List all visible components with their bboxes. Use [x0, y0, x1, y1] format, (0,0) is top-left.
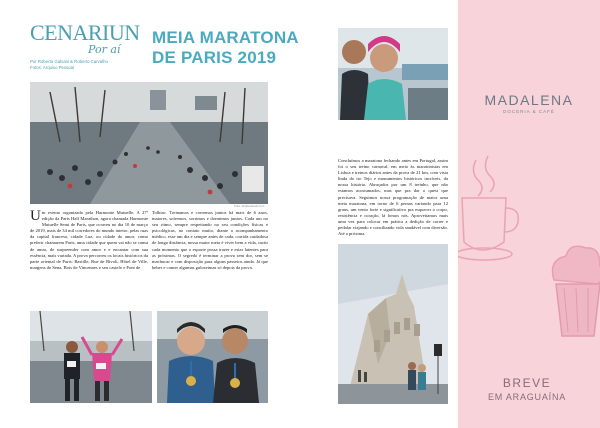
medals-selfie-photo — [157, 311, 268, 403]
brand-tagline: DOCERIA & CAFÉ — [503, 109, 555, 114]
article-column-1 — [30, 210, 148, 271]
column-2-text: Tolbiac. Treinamos e corremos juntos há mais de 6 anos, maiores, sofremos, sorrimos e dormimos juntos. Cada um no seu ritmo, sempre respeitando no seu condições físicas e psicológicas, no contato muito, diante a acompanhamento médico, esse um dia e sempre antes de cada, corrida cuidadosa de longa distância, nossa maior meta é viver bem a vida, curtir cada momento que o esporte possa trazer e estar latentes para as próximas. O segredo é terminar a prova sem dor, sem se machucar e com disposição para alguns passeios ainda. Já que beber e comer algumas guloseimas só depois da prova. — [152, 210, 268, 270]
monument-photo — [338, 244, 448, 404]
drop-cap: U — [30, 208, 41, 224]
column-3-text: Concluímos a maratona fechando antes em Portugal, assim foi o seu treino carnaval, em meio às maratonistas em Lisboa e treinos diários antes da prova de 21 km, com vista linda do rio Tejo e monumentos históricos incríveis, da nossa história. Abraçados por um 8 treinho, que não estamos acostumados, mas que pra dar o quest que precisava. Seguimos nossa programação de maior uma meia maratona, em torno de 6 pernas variando para 12 graus, um vento forte e significativo pra esquecer o corpo, resistência e coração, lá fomos nós. Aproveitamos mais uma vez para colocar em prática a dedição de correr e pedalar viajando e conciliando vida saudável com diversão. Até a próxima. — [338, 158, 448, 237]
couple-selfie-photo — [338, 28, 448, 120]
article-headline — [152, 28, 299, 68]
advertisement-page — [458, 0, 600, 428]
photo-credit: Foto: shutterstock.com — [234, 204, 265, 208]
logo-sub-text: Por aí — [88, 43, 121, 56]
brand-name: MADALENA — [484, 92, 574, 108]
column-1-text: m evento organizado pela Harmonie Mutuelle, A 27ª edição da Paris Half Marathon, agora chamada Harmonie Mutuelle Semi de Paris, que ocorreu no dia 10 de março de 2019, mais de 34 mil corredores do mundo inteiro, pelas ruas da capital francesa, cidade Luz, ou cidade do amor, como preferir chamarem Paris, uma cidade que quem vai não se cansa de amar, de surpreender com amor e e encantar com sua essência, mais variada. A prova percorreu os locais históricos da parte oriental de Paris: Bastille, Rue de Rivoli, Hôtel de Ville, margens do Sena, Bois de Vincennes e seu castelo e Pont de — [30, 210, 149, 270]
brand-block — [474, 92, 584, 114]
section-logo — [30, 20, 140, 62]
headline-line-1: MEIA MARATONA — [152, 28, 299, 47]
coming-soon-block — [470, 376, 584, 402]
article-column-3 — [338, 158, 448, 237]
coming-soon-text: BREVE — [502, 376, 552, 390]
headline-line-2: DE PARIS 2019 — [152, 48, 277, 67]
middle-page — [312, 0, 458, 428]
credits-photos: Fotos: Arquivo Pessoal — [30, 65, 74, 70]
cafe-illustration-icon — [458, 150, 600, 350]
author-credits — [30, 59, 150, 71]
article-column-2 — [152, 210, 268, 271]
marathon-crowd-photo — [30, 82, 268, 204]
runners-photo — [30, 311, 152, 403]
credits-authors: Por Roberto Galvani & Roberto Carvalho — [30, 59, 108, 64]
logo-main-text: CENARIUN — [30, 20, 140, 45]
coming-soon-city: EM ARAGUAÍNA — [487, 392, 567, 402]
